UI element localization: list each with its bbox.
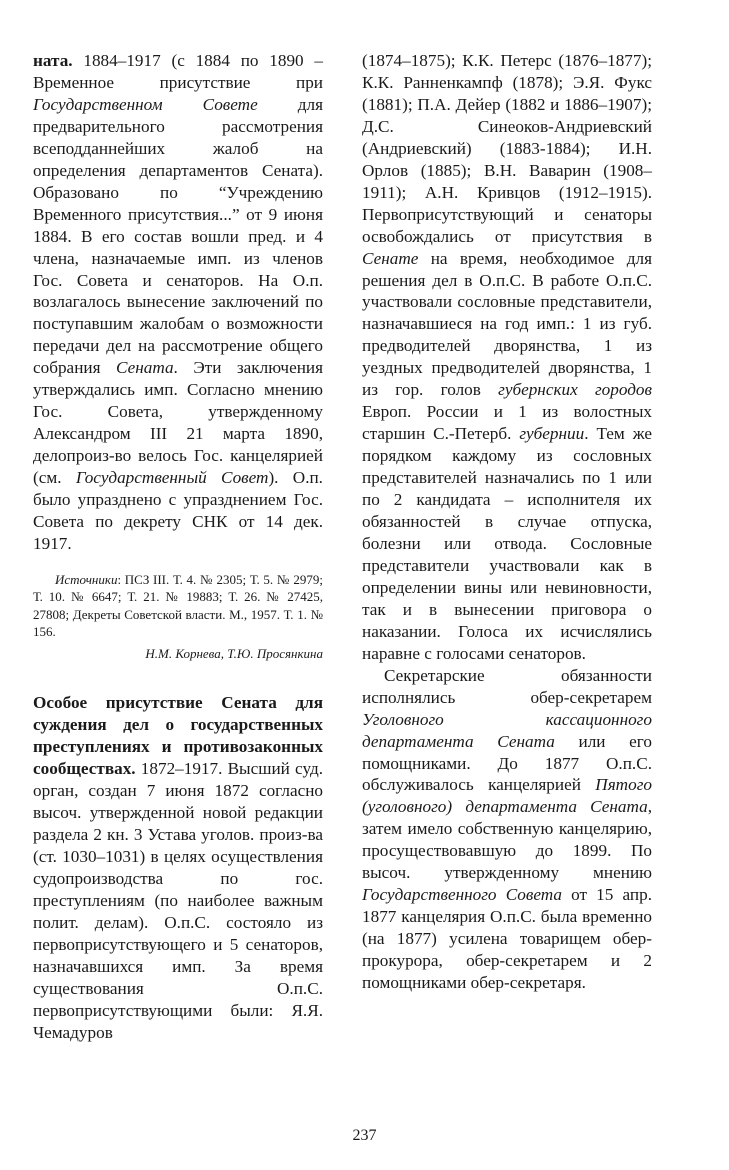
cross-reference[interactable]: Пятого (уголовного) департамента Сената <box>362 775 652 817</box>
cross-reference[interactable]: Государственного Совета <box>362 885 562 905</box>
authors: Н.М. Корнева, Т.Ю. Просянкина <box>145 645 323 661</box>
article-head-fragment: ната. <box>33 51 73 70</box>
page-number: 237 <box>352 1127 377 1144</box>
right-column <box>362 50 652 994</box>
article-title: Особое присутствие Сената для суждения дел о государственных преступлениях и противозаконных сообществах. <box>33 693 323 779</box>
sources-label: Источники <box>55 571 118 587</box>
article-continuation: ната. 1884–1917 (с 1884 по 1890 – Временное присутствие при Государственном Совете для предварительного рассмотрения всеподданнейших жалоб на определения департаментов Сената). Образовано по “Учреждению Временного присутствия...” от 9 июня 1884. В его состав вошли пред. и 4 члена, назначаемые имп. из членов Гос. Совета и сенаторов. На О.п. возлагалось вынесение заключений по поступавшим жалобам о возможности передачи дел на рассмотрение общего собрания Сената. Эти заключения утверждались имп. Согласно мнению Гос. Совета, утвержденному Александром III 21 марта 1890, делопроиз-во велось Гос. канцелярией (см. Государственный Совет). О.п. было упразднено с упразднением Гос. Совета по декрету СНК от 14 дек. 1917. <box>33 51 324 553</box>
cross-reference[interactable]: Уголовного кассационного департамента Сената <box>362 709 652 751</box>
cross-reference[interactable]: губернских городов <box>498 380 652 400</box>
sources: Источники: ПСЗ III. Т. 4. № 2305; Т. 5. № 2979; Т. 10. № 6647; Т. 21. № 19883; Т. 26. № 27425, 27808; Декреты Советской власти. М., 1957. Т. 1. № 156. <box>33 571 323 640</box>
cross-reference[interactable]: Государственном Совете <box>33 94 258 114</box>
cross-reference[interactable]: Сенате <box>362 248 419 268</box>
article-osoboe-prisutstvie: Особое присутствие Сената для суждения дел о государственных преступлениях и противозаконных сообществах. 1872–1917. Высший суд. орган, создан 7 июня 1872 согласно высоч. утвержденной новой редакции раздела 2 кн. 3 Устава уголов. произ-ва (ст. 1030–1031) в целях осуществления судопроизводства по гос. преступлениям (по наиболее важным полит. делам). О.п.С. состояло из первоприсутствующего и 5 сенаторов, назначавшихся имп. За время существования О.п.С. первоприсутствующими были: Я.Я. Чемадуров <box>33 693 323 1042</box>
article-body-paragraph: Секретарские обязанности исполнялись обер-секретарем Уголовного кассационного департамента Сената или его помощниками. До 1877 О.п.С. обслуживалось канцелярией Пятого (уголовного) департамента Сената, затем имело собственную канцелярию, просуществовавшую до 1899. По высоч. утвержденному мнению Государственного Совета от 15 апр. 1877 канцелярия О.п.С. была временно (на 1877) усилена товарищем обер-прокурора, обер-секретарем и 2 помощниками обер-секретаря. <box>362 665 652 993</box>
cross-reference[interactable]: Сената <box>116 358 174 378</box>
cross-reference[interactable]: губернии <box>519 424 585 444</box>
cross-reference[interactable]: Государственный Совет <box>75 468 269 488</box>
left-column <box>33 50 323 1044</box>
article-body-paragraph: (1874–1875); К.К. Петерс (1876–1877); К.К. Ранненкампф (1878); Э.Я. Фукс (1881); П.А. Дейер (1882 и 1886–1907); Д.С. Синеоков-Андриевский (Андриевский) (1883-1884); И.Н. Орлов (1885); В.Н. Ваварин (1908–1911); А.Н. Кривцов (1912–1915). Первоприсутствующий и сенаторы освобождались от присутствия в Сенате на время, необходимое для решения дел в О.п.С. В работе О.п.С. участвовали сословные представители, назначавшиеся на год имп.: 1 из губ. предводителей дворянства, 1 из уездных предводителей дворянства, 1 из гор. голов губернских городов Европ. России и 1 из волостных старшин С.-Петерб. губернии. Тем же порядком каждому из сословных представителей назначались по 1 или по 2 кандидата – исполнителя их обязанностей в случае отпуска, болезни или отвода. Сословные представители участвовали как в определении вины или невиновности, так и в вынесении приговора о наказании. Голоса их исчислялись наравне с голосами сенаторов. <box>362 51 652 663</box>
